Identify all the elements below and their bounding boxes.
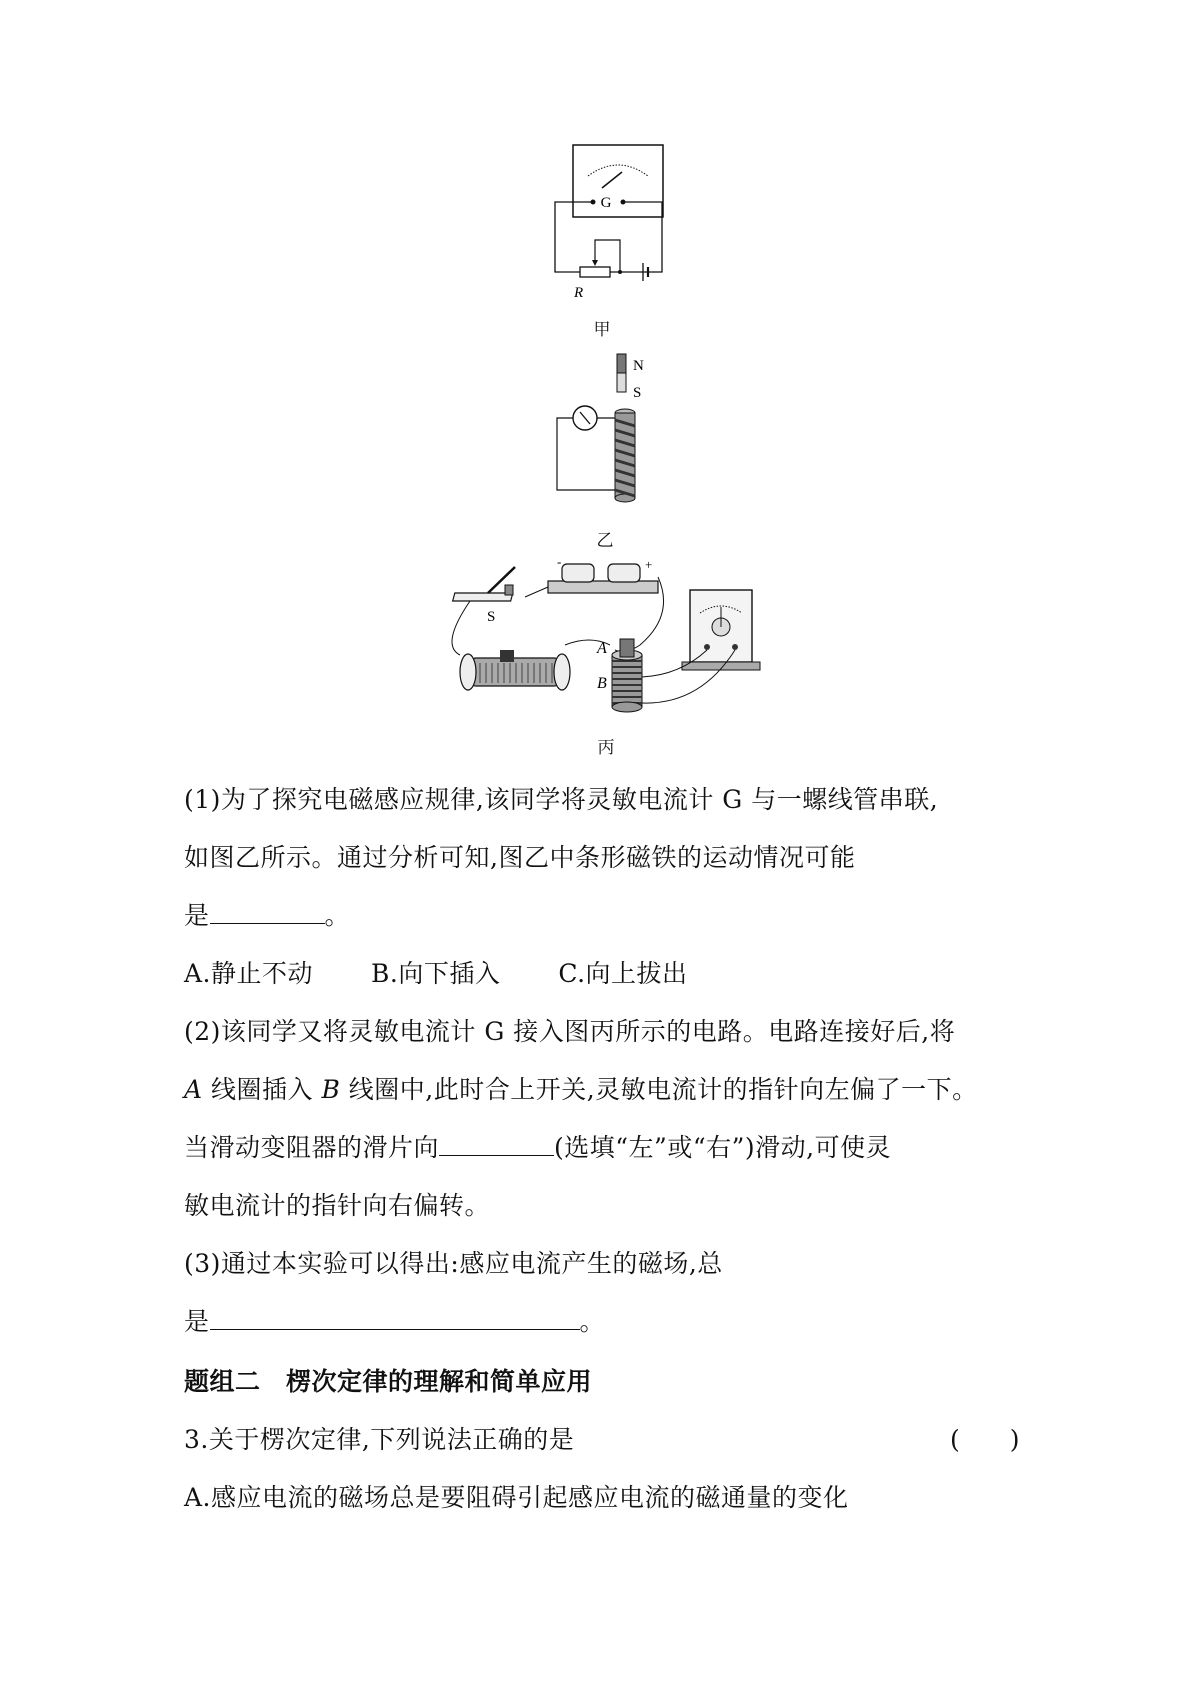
q2-option-a: A.静止不动 <box>184 959 314 988</box>
switch-label: S <box>487 609 496 625</box>
q2-part3-line2-suffix: 。 <box>579 1307 606 1336</box>
q3-option-a: A.感应电流的磁场总是要阻碍引起感应电流的磁通量的变化 <box>184 1483 849 1512</box>
q2-part3-line1: (3)通过本实验可以得出:感应电流产生的磁场,总 <box>184 1249 723 1278</box>
q2-options <box>184 954 688 990</box>
galvanometer-circuit-diagram <box>0 140 1200 340</box>
resistor-label: R <box>574 285 584 301</box>
q2-option-b: B.向下插入 <box>371 959 501 988</box>
battery-minus-label: - <box>557 555 562 569</box>
q2-part1-line2: 如图乙所示。通过分析可知,图乙中条形磁铁的运动情况可能 <box>184 843 856 872</box>
q2-part1-line3-suffix: 。 <box>324 901 351 930</box>
answer-blank-direction[interactable] <box>439 1133 554 1156</box>
answer-blank-conclusion[interactable] <box>210 1307 580 1330</box>
answer-blank-motion[interactable] <box>210 901 325 924</box>
q2-part1-line3-prefix: 是 <box>184 901 210 930</box>
figure-caption-yi: 乙 <box>596 531 614 551</box>
figure-caption-bing: 丙 <box>597 738 615 758</box>
battery-plus-label: + <box>645 557 653 572</box>
q2-part3-line2 <box>184 1302 605 1338</box>
q2-part2-line3-suffix: (选填“左”或“右”)滑动,可使灵 <box>554 1133 892 1162</box>
q3-stem: 3.关于楞次定律,下列说法正确的是 <box>184 1425 575 1454</box>
figure-jia <box>0 140 1200 340</box>
north-pole-label: N <box>633 358 644 374</box>
section-heading: 题组二 楞次定律的理解和简单应用 <box>184 1367 593 1396</box>
q2-part2-line3-prefix: 当滑动变阻器的滑片向 <box>184 1133 440 1162</box>
induction-experiment-diagram <box>0 555 1200 755</box>
q2-part2-line1: (2)该同学又将灵敏电流计 G 接入图丙所示的电路。电路连接好后,将 <box>184 1017 956 1046</box>
q2-part2-line2-d: 线圈中,此时合上开关,灵敏电流计的指针向左偏了一下。 <box>340 1075 978 1104</box>
q2-part2-line3 <box>184 1128 891 1164</box>
magnet-solenoid-diagram <box>0 350 1200 545</box>
q2-part2-line2-b: 线圈插入 <box>202 1075 322 1104</box>
figure-caption-jia: 甲 <box>593 320 611 340</box>
coil-a-label: A <box>597 640 607 657</box>
coil-a-ref: A <box>184 1075 203 1104</box>
meter-label: G <box>600 195 612 211</box>
q2-part3-line2-prefix: 是 <box>184 1307 210 1336</box>
q2-option-c: C.向上拔出 <box>558 959 688 988</box>
figure-yi <box>0 350 1200 551</box>
q2-part1-line3 <box>184 896 350 932</box>
figure-bing <box>0 555 1200 758</box>
q3-answer-paren[interactable]: ( ) <box>950 1425 1020 1454</box>
south-pole-label: S <box>633 385 642 401</box>
q2-part2-line2 <box>184 1070 978 1106</box>
q2-part1-line1: (1)为了探究电磁感应规律,该同学将灵敏电流计 G 与一螺线管串联, <box>184 785 939 814</box>
coil-b-ref: B <box>321 1075 341 1104</box>
q2-part2-line4: 敏电流计的指针向右偏转。 <box>184 1191 491 1220</box>
coil-b-label: B <box>597 675 607 692</box>
